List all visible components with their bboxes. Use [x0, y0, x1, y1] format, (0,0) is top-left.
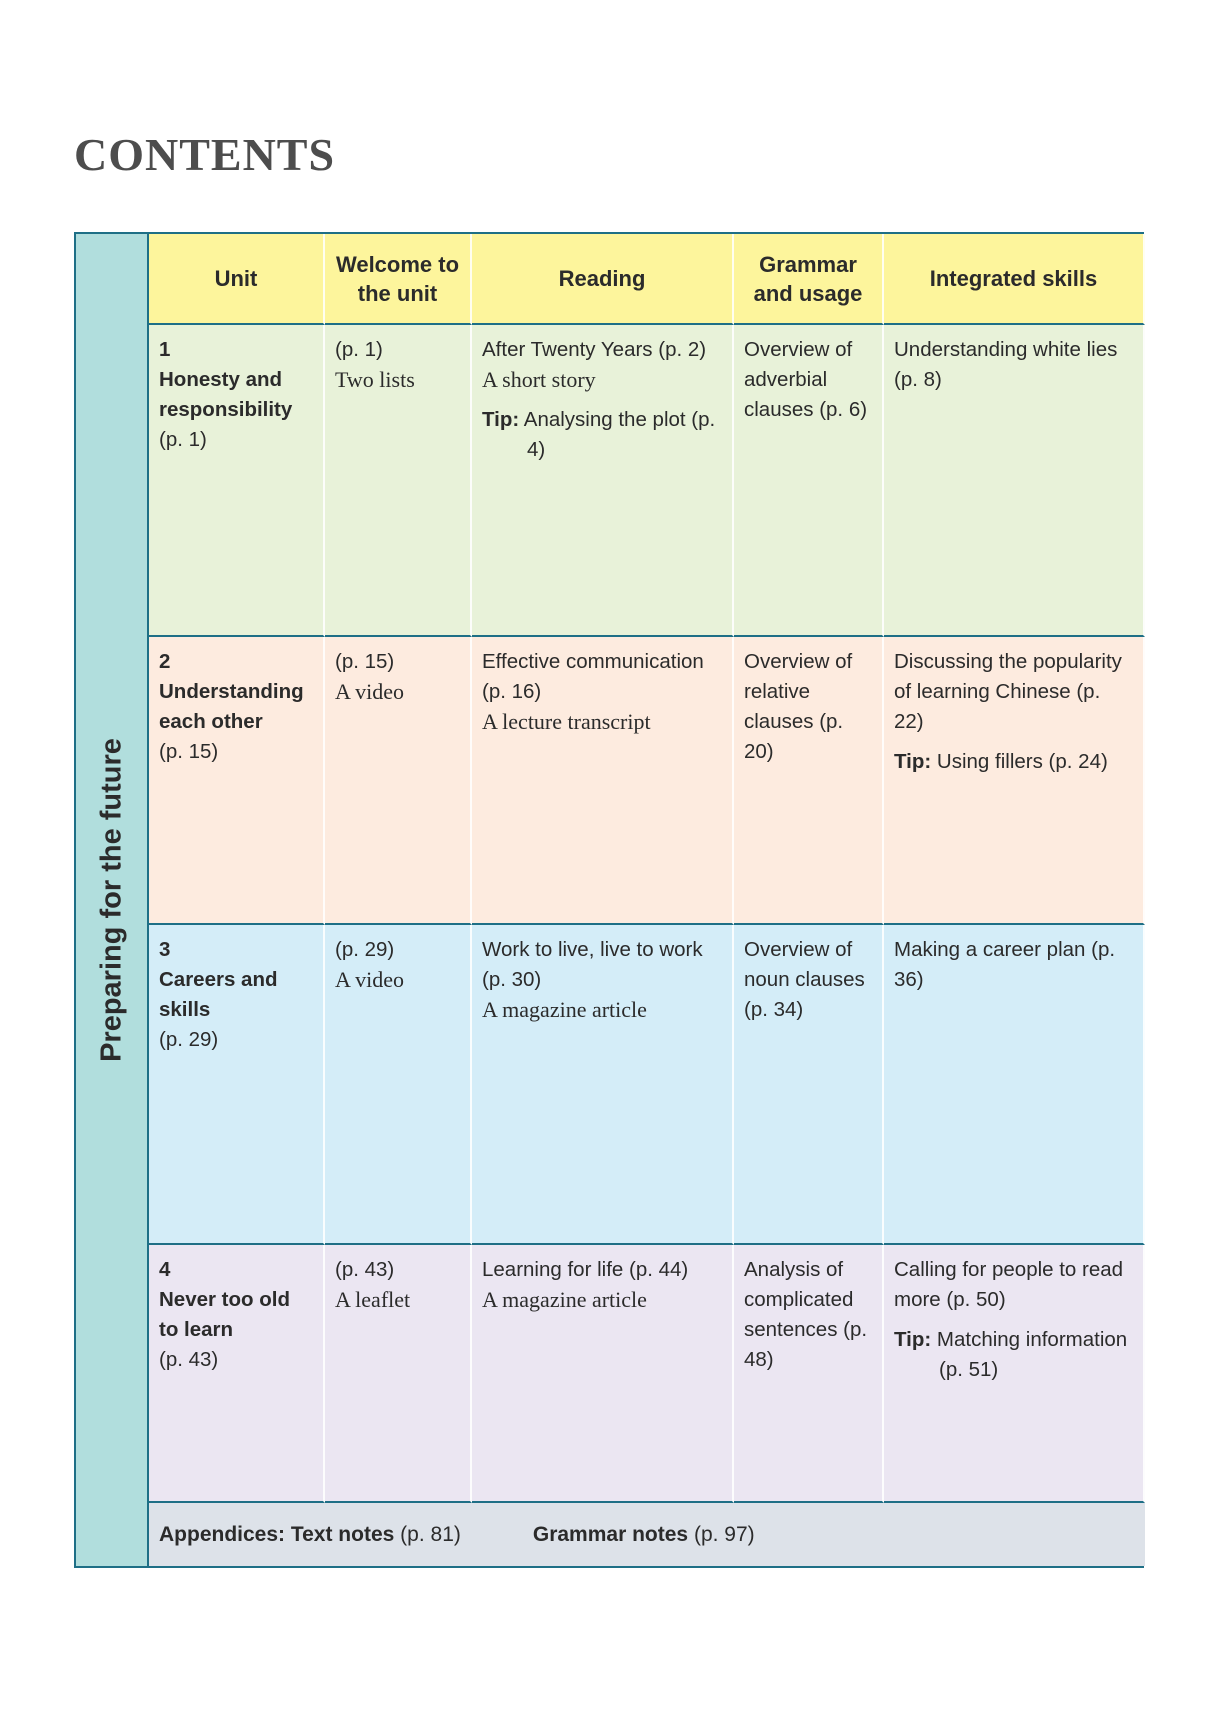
skills-cell — [884, 637, 1145, 925]
unit-number: 2 — [159, 650, 171, 673]
header-unit: Unit — [149, 234, 325, 325]
reading-cell — [472, 925, 734, 1245]
header-reading: Reading — [472, 234, 734, 325]
welcome-text: A leaflet — [335, 1287, 411, 1312]
tip-label: Tip: — [894, 1328, 932, 1351]
welcome-page: (p. 43) — [335, 1258, 395, 1281]
reading-title: Work to live, live to work (p. 30) — [482, 938, 703, 991]
grammar-cell: Analysis of complicated sentences (p. 48) — [734, 1245, 884, 1503]
skills-text: Discussing the popularity of learning Chinese (p. 22) — [894, 650, 1122, 733]
grammar-cell: Overview of noun clauses (p. 34) — [734, 925, 884, 1245]
skills-tip — [894, 1325, 1133, 1385]
reading-tip — [482, 405, 722, 465]
unit-name: Honesty and — [159, 368, 283, 391]
header-grammar: Grammar and usage — [734, 234, 884, 325]
unit-number: 4 — [159, 1258, 171, 1281]
appendices-row — [149, 1503, 1145, 1566]
grammar-notes-page: (p. 97) — [693, 1522, 755, 1546]
contents-grid — [149, 234, 1142, 1566]
unit-name: skills — [159, 998, 211, 1021]
unit-cell — [149, 325, 325, 637]
tip-label: Tip: — [894, 750, 932, 773]
skills-cell: Making a career plan (p. 36) — [884, 925, 1145, 1245]
skills-cell — [884, 1245, 1145, 1503]
reading-cell — [472, 325, 734, 637]
reading-title: After Twenty Years (p. 2) — [482, 338, 707, 361]
unit-cell — [149, 637, 325, 925]
grammar-cell: Overview of adverbial clauses (p. 6) — [734, 325, 884, 637]
tip-label: Tip: — [482, 408, 520, 431]
unit-name: Careers and — [159, 968, 278, 991]
unit-number: 1 — [159, 338, 171, 361]
reading-text: A short story — [482, 367, 596, 392]
unit-page: (p. 29) — [159, 1028, 219, 1051]
welcome-text: A video — [335, 679, 405, 704]
welcome-text: A video — [335, 967, 405, 992]
tip-text: Matching information (p. 51) — [936, 1328, 1128, 1381]
tip-text: Analysing the plot (p. 4) — [523, 408, 716, 461]
welcome-text: Two lists — [335, 367, 415, 392]
welcome-page: (p. 1) — [335, 338, 383, 361]
theme-label: Preparing for the future — [95, 738, 127, 1062]
unit-cell — [149, 1245, 325, 1503]
welcome-cell — [325, 925, 472, 1245]
reading-text: A lecture transcript — [482, 709, 651, 734]
welcome-cell — [325, 1245, 472, 1503]
contents-table — [74, 232, 1144, 1568]
unit-name: Never too old — [159, 1288, 290, 1311]
reading-title: Learning for life (p. 44) — [482, 1258, 689, 1281]
welcome-cell — [325, 325, 472, 637]
appendices-page: (p. 81) — [400, 1522, 461, 1546]
header-welcome: Welcome to the unit — [325, 234, 472, 325]
reading-cell — [472, 1245, 734, 1503]
theme-sidebar — [76, 234, 149, 1566]
unit-name: Understanding — [159, 680, 304, 703]
tip-text: Using fillers (p. 24) — [936, 750, 1108, 773]
grammar-notes-label: Grammar notes — [532, 1522, 689, 1546]
welcome-page: (p. 29) — [335, 938, 395, 961]
unit-name: to learn — [159, 1318, 234, 1341]
reading-text: A magazine article — [482, 997, 647, 1022]
welcome-cell — [325, 637, 472, 925]
grammar-cell: Overview of relative clauses (p. 20) — [734, 637, 884, 925]
unit-name: responsibility — [159, 398, 293, 421]
skills-tip — [894, 747, 1133, 777]
skills-text: Calling for people to read more (p. 50) — [894, 1258, 1124, 1311]
page-title: CONTENTS — [74, 129, 336, 180]
unit-name: each other — [159, 710, 263, 733]
reading-title: Effective communication (p. 16) — [482, 650, 704, 703]
unit-page: (p. 1) — [159, 428, 207, 451]
appendices-label: Appendices: Text notes — [159, 1522, 395, 1546]
unit-number: 3 — [159, 938, 171, 961]
unit-cell — [149, 925, 325, 1245]
reading-text: A magazine article — [482, 1287, 647, 1312]
unit-page: (p. 43) — [159, 1348, 219, 1371]
welcome-page: (p. 15) — [335, 650, 395, 673]
header-skills: Integrated skills — [884, 234, 1145, 325]
skills-cell: Understanding white lies (p. 8) — [884, 325, 1145, 637]
reading-cell — [472, 637, 734, 925]
unit-page: (p. 15) — [159, 740, 219, 763]
